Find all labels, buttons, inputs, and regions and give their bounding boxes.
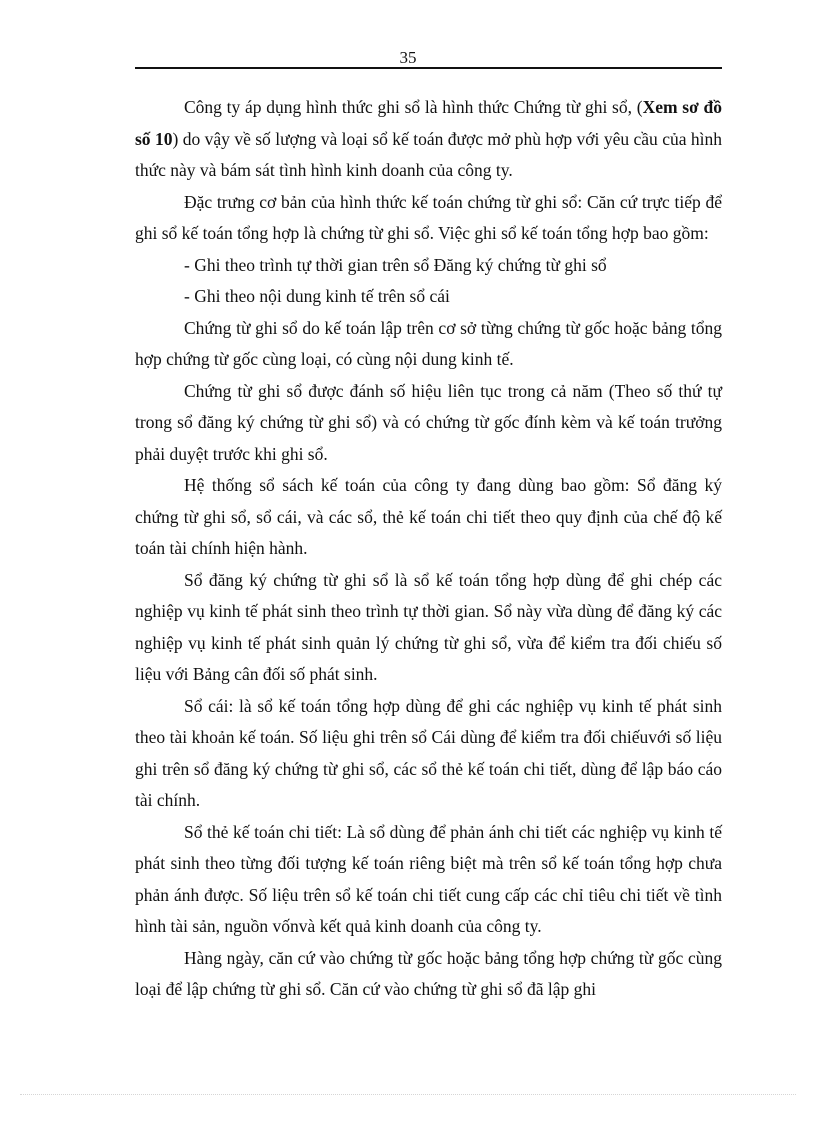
footer-rule xyxy=(20,1094,796,1095)
paragraph-voucher-numbering: Chứng từ ghi sổ được đánh số hiệu liên tục trong cả năm (Theo số thứ tự trong sổ đăng ký chứng từ ghi sổ) và có chứng từ gốc đính kèm và kế toán trưởng phải duyệt trước khi ghi sổ. xyxy=(135,380,722,464)
paragraph-lead: Công ty áp dụng hình thức ghi sổ là hình thức Chứng từ ghi sổ, ( xyxy=(184,97,643,117)
paragraph-characteristics: Đặc trưng cơ bản của hình thức kế toán chứng từ ghi sổ: Căn cứ trực tiếp để ghi sổ kế toán tổng hợp là chứng từ ghi sổ. Việc ghi sổ kế toán tổng hợp bao gồm: xyxy=(135,191,722,243)
paragraph-voucher-basis: Chứng từ ghi sổ do kế toán lập trên cơ sở từng chứng từ gốc hoặc bảng tổng hợp chứng từ gốc cùng loại, có cùng nội dung kinh tế. xyxy=(135,317,722,369)
document-body xyxy=(135,92,722,1006)
paragraph-accounting-form xyxy=(135,92,722,187)
paragraph-ledger-system: Hệ thống sổ sách kế toán của công ty đang dùng bao gồm: Sổ đăng ký chứng từ ghi sổ, sổ cái, và các sổ, thẻ kế toán chi tiết theo quy định của chế độ kế toán tài chính hiện hành. xyxy=(135,475,722,558)
diagram-reference: Xem sơ đồ số 10 xyxy=(135,97,723,149)
paragraph-daily-process: Hàng ngày, căn cứ vào chứng từ gốc hoặc bảng tổng hợp chứng từ gốc cùng loại để lập chứng từ ghi sổ. Căn cứ vào chứng từ ghi sổ đã lập ghi xyxy=(135,947,722,999)
list-item: - Ghi theo nội dung kinh tế trên sổ cái xyxy=(184,286,450,306)
paragraph-trail: ) do vậy về số lượng và loại sổ kế toán được mở phù hợp với yêu cầu của hình thức này và bám sát tình hình kinh doanh của công ty. xyxy=(135,128,723,180)
header-rule xyxy=(135,67,722,69)
paragraph-general-ledger: Sổ cái: là sổ kế toán tổng hợp dùng để ghi các nghiệp vụ kinh tế phát sinh theo tài khoản kế toán. Số liệu ghi trên sổ Cái dùng để kiểm tra đối chiếuvới số liệu ghi trên sổ đăng ký chứng từ ghi sổ, các sổ thẻ kế toán chi tiết, dùng để lập báo cáo tài chính. xyxy=(135,695,722,810)
page-number: 35 xyxy=(399,48,417,67)
paragraph-detail-ledger: Sổ thẻ kế toán chi tiết: Là sổ dùng để phản ánh chi tiết các nghiệp vụ kinh tế phát sinh theo từng đối tượng kế toán riêng biệt mà trên sổ kế toán tổng hợp chưa phản ánh được. Số liệu trên sổ kế toán chi tiết cung cấp các chỉ tiêu chi tiết về tình hình tài sản, nguồn vốnvà kết quả kinh doanh của công ty. xyxy=(135,821,722,936)
paragraph-voucher-register: Sổ đăng ký chứng từ ghi sổ là sổ kế toán tổng hợp dùng để ghi chép các nghiệp vụ kinh tế phát sinh theo trình tự thời gian. Sổ này vừa dùng để đăng ký các nghiệp vụ kinh tế phát sinh quản lý chứng từ ghi sổ, vừa để kiểm tra đối chiếu số liệu với Bảng cân đối số phát sinh. xyxy=(135,569,722,684)
list-item: - Ghi theo trình tự thời gian trên sổ Đăng ký chứng từ ghi sổ xyxy=(184,254,607,275)
